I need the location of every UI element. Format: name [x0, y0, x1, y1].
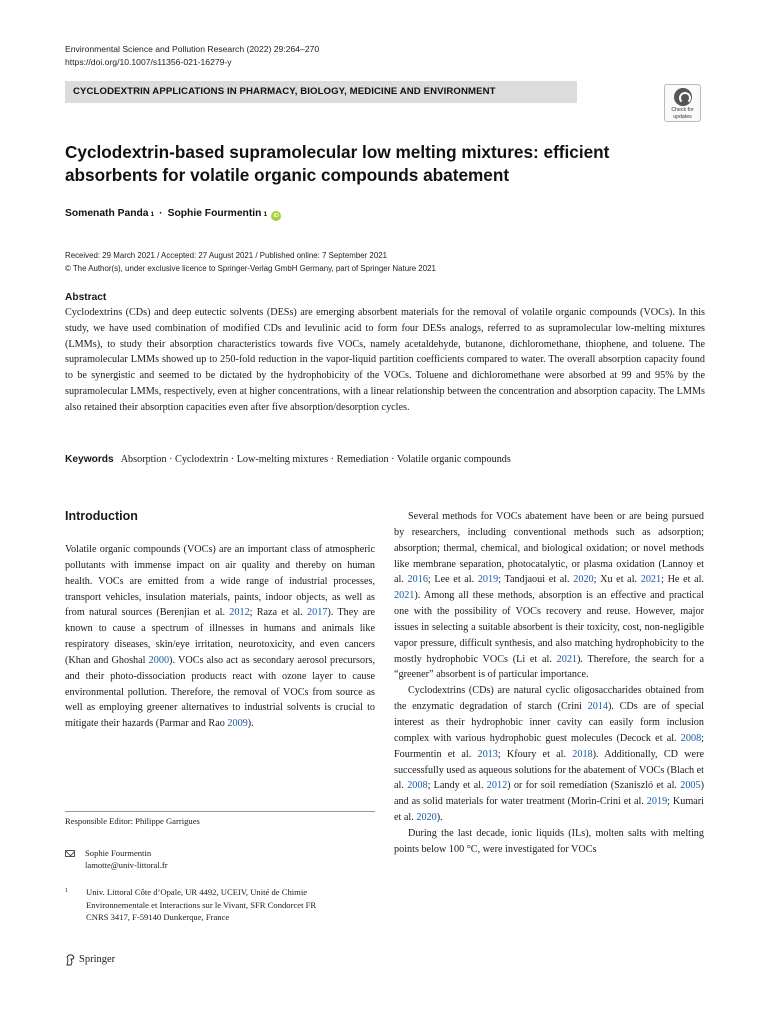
affiliation [65, 886, 316, 924]
body-column-left [65, 542, 375, 732]
intro-paragraph-4: During the last decade, ionic liquids (ILs), molten salts with melting points below 100 °C, were investigated for VOCs [394, 827, 704, 855]
corresponding-author-name: Sophie Fourmentin [85, 848, 152, 858]
text-run: ; Kumari et al. [394, 796, 705, 824]
text-run: Several methods for VOCs abatement have been or are being pursued by researchers, including conventional methods such as adsorption; absorption; thermal, chemical, and biological oxidation; or novel methods like membrane separation, photocatalytic, or plasma oxidation (Lannoy et al. [394, 511, 704, 586]
corresponding-author [65, 847, 168, 871]
text-run: ; Lee et al. [427, 574, 478, 586]
citation-link[interactable]: 2021 [556, 653, 577, 665]
author-2-affiliation: 1 [263, 211, 268, 218]
keywords-label: Keywords [65, 454, 114, 465]
citation-link[interactable]: 2014 [587, 701, 609, 713]
journal-line: Environmental Science and Pollution Research (2022) 29:264–270 [65, 44, 320, 54]
responsible-editor: Responsible Editor: Philippe Garrigues [65, 816, 200, 826]
intro-paragraph-1 [65, 542, 375, 732]
keywords [65, 453, 705, 467]
text-run: ). CDs are of special interest as their hydrophobic inner cavity can easily form inclusion complex with various hydrophobic guest molecules (Decock et al. [394, 701, 705, 744]
publisher-name: Springer [79, 954, 116, 965]
citation-link[interactable]: 2008 [407, 780, 428, 792]
author-list [65, 207, 281, 222]
text-run: ). [436, 812, 443, 824]
doi-link[interactable]: https://doi.org/10.1007/s11356-021-16279-y [65, 57, 232, 67]
citation-link[interactable]: 2009 [227, 718, 248, 730]
check-updates-icon [674, 88, 692, 106]
springer-horse-icon [65, 954, 76, 966]
citation-link[interactable]: 2013 [477, 748, 498, 760]
text-run: Volatile organic compounds (VOCs) are an important class of atmospheric pollutants with immense impact on air quality and thereby on human health. VOCs are emitted from a wide range of industrial processes, transport vehicles, insulation materials, paints, indoor objects, as well as from natural sources (Berenjian et al. [65, 544, 375, 619]
affiliation-line-2: Environnementale et Interactions sur le Vivant, SFR Condorcet FR [86, 899, 317, 910]
author-1-name[interactable]: Somenath Panda [65, 208, 149, 219]
citation-link[interactable]: 2021 [394, 590, 415, 602]
author-1-affiliation: 1 [150, 211, 155, 218]
text-run: ). Therefore, the search for a “greener” absorbent is of particular importance. [394, 653, 704, 681]
article-title [65, 141, 665, 187]
section-banner: CYCLODEXTRIN APPLICATIONS IN PHARMACY, BIOLOGY, MEDICINE AND ENVIRONMENT [65, 81, 577, 103]
author-separator: · [159, 208, 163, 219]
introduction-heading: Introduction [65, 509, 138, 523]
text-run: ; Kfoury et al. [497, 748, 573, 760]
abstract-text: Cyclodextrins (CDs) and deep eutectic solvents (DESs) are emerging absorbent materials for the removal of volatile organic compounds (VOCs). In this study, we have used combination of modified CDs and levulinic acid to form four DESs analogs, referred to as supramolecular low-melting mixtures (LMMs), to study their absorption characteristics towards five VOCs, namely acetaldehyde, butanone, dichloromethane, thiophene, and toluene. The supramolecular LMMs showed up to 250-fold reduction in the vapor-liquid partition coefficients compared to water. The overall absorption capacity found to be synergistic and seemed to be dictated by the hydrophobicity of the VOCs. Toluene and dichloromethane were absorbed at 99 and 95% by the supramolecular LMMs, respectively, even at higher concentrations, with a linear relationship between the concentration and absorption capacity. The LMMs also retained their absorption capacities even after five absorption/desorption cycles. [65, 307, 705, 413]
text-run: ). Among all these methods, absorption is an effective and practical one with the possibility of VOCs recovery and reuse. However, major issues in selecting a suitable absorbent is their toxicity, cost, non-negligible vapor pressure, difficult synthesis, and also matching hydrophobicity to the mostly hydrophobic VOCs (Li et al. [394, 590, 704, 665]
citation-link[interactable]: 2019 [646, 796, 668, 808]
citation-link[interactable]: 2012 [229, 607, 250, 619]
check-updates-label-2: updates [673, 114, 692, 120]
affiliation-line-3: CNRS 3417, F-59140 Dunkerque, France [86, 912, 230, 922]
abstract-heading: Abstract [65, 292, 107, 303]
orcid-icon[interactable]: iD [271, 211, 281, 221]
citation-link[interactable]: 2008 [680, 732, 702, 744]
text-run: ; Xu et al. [593, 574, 641, 586]
text-run: ; Raza et al. [249, 607, 308, 619]
text-run: ). VOCs also act as secondary aerosol precursors, and their photo-dissociation products react with ozone layer to cause environmental pollution. Therefore, the removal of VOCs from source as well as employing greener alternatives to industrial solvents is crucial to mitigate their hazards (Parmar and Rao [65, 654, 375, 730]
citation-link[interactable]: 2016 [407, 574, 428, 586]
author-2-name[interactable]: Sophie Fourmentin [167, 208, 262, 219]
publication-dates: Received: 29 March 2021 / Accepted: 27 August 2021 / Published online: 7 September 2021 [65, 251, 387, 260]
affiliation-number: 1 [65, 888, 68, 894]
citation-link[interactable]: 2021 [640, 574, 662, 586]
text-run: ) and as solid materials for water treatment (Morin-Crini et al. [394, 780, 705, 808]
citation-link[interactable]: 2020 [573, 574, 594, 586]
title-line-2: absorbents for volatile organic compounds abatement [65, 165, 510, 185]
citation-link[interactable]: 2005 [680, 780, 701, 792]
text-run: ). Additionally, CD were successfully used as aqueous solutions for the abatement of VOCs (Blach et al. [394, 748, 704, 792]
corresponding-author-email[interactable]: lamotte@univ-littoral.fr [85, 860, 168, 870]
intro-paragraph-2 [394, 509, 704, 683]
text-run: ; Landy et al. [427, 780, 487, 792]
citation-link[interactable]: 2012 [486, 780, 508, 792]
intro-paragraph-3 [394, 683, 704, 826]
text-run: ). They are known to cause a spectrum of illnesses in humans and animals like respiratory diseases, skin/eye irritation, neurotoxicity, and even cancers (Khan and Ghoshal [65, 607, 375, 666]
footnote-divider [65, 811, 375, 812]
body-column-right [394, 509, 704, 858]
citation-link[interactable]: 2018 [572, 748, 593, 760]
text-run: ; He et al. [661, 574, 704, 586]
copyright-notice: © The Author(s), under exclusive licence to Springer-Verlag GmbH Germany, part of Springer Nature 2021 [65, 264, 436, 273]
text-run: ; Tandjaoui et al. [498, 574, 574, 586]
title-line-1: Cyclodextrin-based supramolecular low melting mixtures: efficient [65, 142, 610, 162]
journal-citation [65, 43, 319, 69]
citation-link[interactable]: 2000 [148, 654, 170, 666]
affiliation-line-1: Univ. Littoral Côte d’Opale, UR 4492, UCEIV, Unité de Chimie [86, 887, 308, 897]
text-run: ). [247, 718, 254, 730]
check-for-updates-badge[interactable] [664, 84, 701, 122]
text-run: ) or for soil remediation (Szaniszló et al. [507, 780, 681, 792]
citation-link[interactable]: 2019 [477, 574, 499, 586]
text-run: Cyclodextrins (CDs) are natural cyclic oligosaccharides obtained from the enzymatic degradation of starch (Crini [394, 685, 704, 713]
envelope-icon [65, 850, 75, 857]
keywords-list: Absorption · Cyclodextrin · Low-melting mixtures · Remediation · Volatile organic compounds [120, 454, 511, 465]
publisher-footer [65, 953, 115, 967]
text-run: ; Fourmentin et al. [394, 732, 704, 760]
citation-link[interactable]: 2017 [307, 607, 328, 619]
citation-link[interactable]: 2020 [416, 812, 437, 824]
check-updates-label-1: Check for [671, 107, 694, 113]
